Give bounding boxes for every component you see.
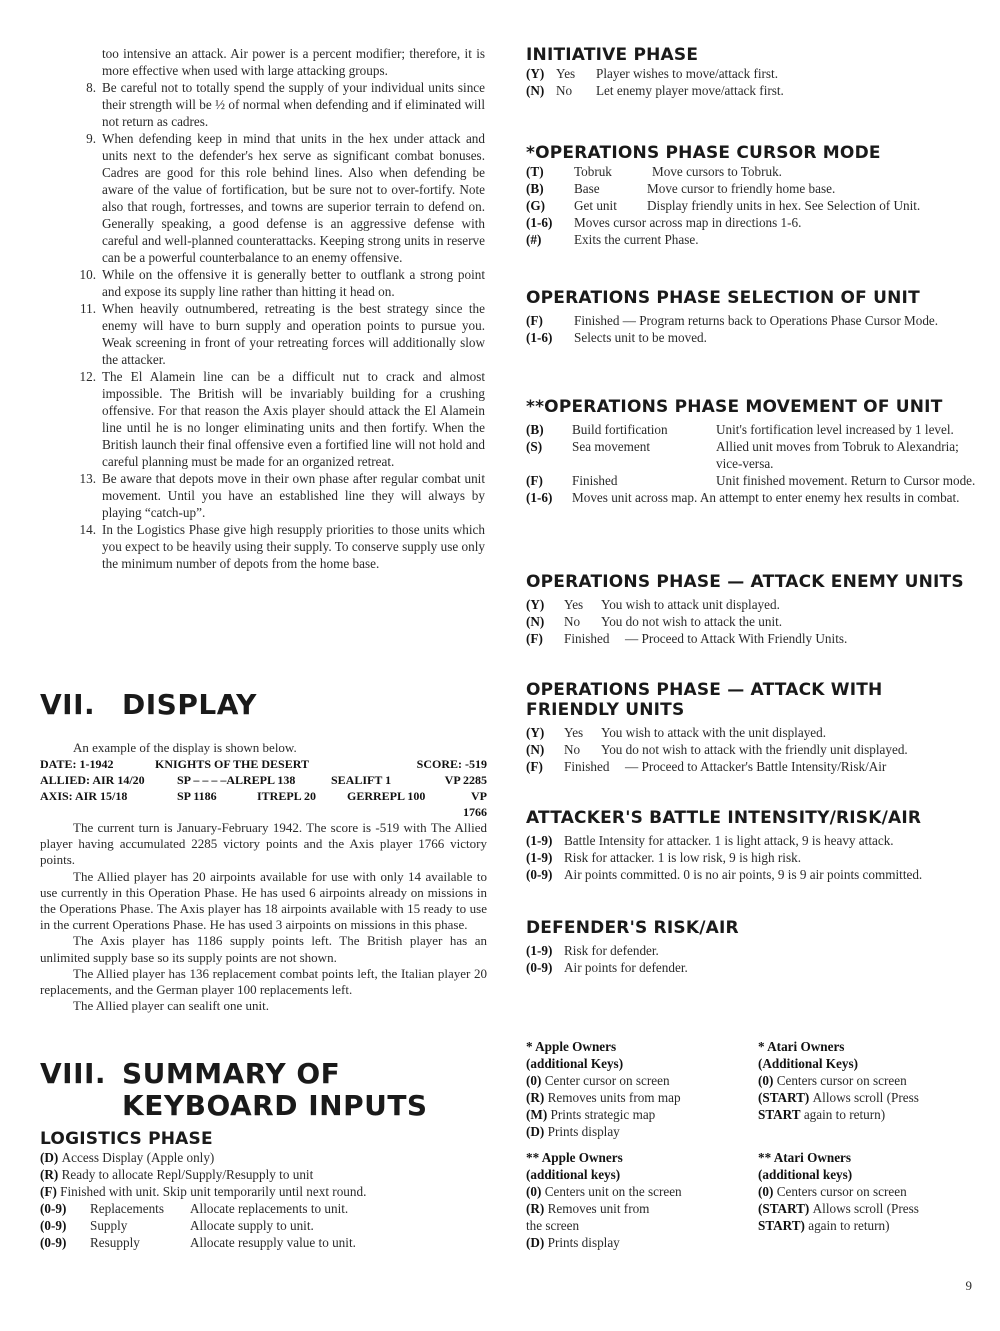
key-row: (D) Prints display [526,1235,620,1250]
movement-of-unit-title: **OPERATIONS PHASE MOVEMENT OF UNIT [526,397,943,417]
key-row: (F) Finished with unit. Skip unit temporarily until next round. [40,1184,367,1199]
key-row: (START) Allows scroll (Press [758,1090,919,1105]
atari-owners-movement-block: ** Atari Owners (additional keys) (0) Centers cursor on screen (START) Allows scroll (Press START) again to return) [758,1149,978,1234]
key-row: (R) Removes units from map [526,1090,681,1105]
logistics-phase-title: LOGISTICS PHASE [40,1129,213,1149]
key-row: (0) Center cursor on screen [526,1073,670,1088]
key-row: (D) Prints display [526,1124,620,1139]
cursor-mode-section [526,143,976,248]
display-section-title: VII. DISPLAY [40,688,257,721]
key-row: (F) Finished — Program returns back to Operations Phase Cursor Mode. [526,313,939,328]
key-row: (1-9) Battle Intensity for attacker. 1 is light attack, 9 is heavy attack. [526,833,894,848]
selection-of-unit-title: OPERATIONS PHASE SELECTION OF UNIT [526,288,920,308]
key-row: (B) Build fortification Unit's fortification level increased by 1 level. [526,422,954,437]
key-row: (1-6) Moves unit across map. An attempt to enter enemy hex results in combat. [526,490,960,505]
key-row: (S) Sea movement Allied unit moves from Tobruk to Alexandria; vice-versa. [526,439,959,471]
key-row: (0) Centers cursor on screen [758,1184,907,1199]
key-row: (START) Allows scroll (Press [758,1201,919,1216]
defender-risk-section [526,918,976,976]
key-row: (Y) Yes You wish to attack with the unit displayed. [526,725,827,740]
key-row: (R) Ready to allocate Repl/Supply/Resupply to unit [40,1167,314,1182]
key-row: (0-9) Air points for defender. [526,960,688,975]
key-row: (N) No You do not wish to attack with the friendly unit displayed. [526,742,908,757]
tip-item: 14. In the Logistics Phase give high resupply priorities to those units which you expect to be heavily using their supply. To conserve supply use only the minimum number of depots from the home base. [79,522,485,571]
display-row-date: DATE: 1-1942 KNIGHTS OF THE DESERT SCORE: -519 [40,757,487,771]
key-row: (1-6) Moves cursor across map in directions 1-6. [526,215,802,230]
key-row: (1-9) Risk for defender. [526,943,659,958]
selection-of-unit-section [526,288,976,346]
key-row: (0) Centers unit on the screen [526,1184,682,1199]
key-row: (T) Tobruk Move cursors to Tobruk. [526,164,782,179]
initiative-phase-section [526,45,976,99]
attacker-intensity-title: ATTACKER'S BATTLE INTENSITY/RISK/AIR [526,808,922,828]
defender-risk-title: DEFENDER'S RISK/AIR [526,918,739,938]
key-row: (N) No You do not wish to attack the unit. [526,614,783,629]
atari-owners-block: * Atari Owners (Additional Keys) (0) Centers cursor on screen (START) Allows scroll (Press START again to return) [758,1038,978,1123]
key-row: (0-9) Air points committed. 0 is no air points, 9 is 9 air points committed. [526,867,923,882]
key-row: (0-9) Supply Allocate supply to unit. [40,1218,314,1233]
key-row: (1-6) Selects unit to be moved. [526,330,707,345]
key-row: (N) No Let enemy player move/attack first. [526,83,784,98]
key-row: (M) Prints strategic map [526,1107,656,1122]
movement-of-unit-section [526,397,976,506]
key-row: (Y) Yes Player wishes to move/attack first. [526,66,779,81]
tip-item: 13. Be aware that depots move in their own phase after regular combat unit movement. Until you have an established line they will always by playing “catch-up”. [79,471,485,520]
logistics-phase-section [40,1129,485,1251]
key-row: START again to return) [758,1107,886,1122]
apple-owners-movement-block: ** Apple Owners (additional keys) (0) Centers unit on the screen (R) Removes unit from the screen (D) Prints display [526,1149,746,1251]
key-row: (Y) Yes You wish to attack unit displayed. [526,597,780,612]
display-example: An example of the display is shown below. DATE: 1-1942 KNIGHTS OF THE DESERT SCORE: -519 ALLIED: AIR 14/20 SP – – – –ALREPL 138 SEALIFT 1 VP 2285 AXIS: AIR 15/18 SP 1186 ITREPL 20 GERREPL 100 VP 1766 The current turn is January-February 1942. The score is -519 with The Allied player having accumulated 2285 victory points and the Axis player 1766 victory points. The Allied player has 20 airpoints available for use with only 14 available to use currently in this Operation Phase. He has used 6 airpoints already on missions in the Operations Phase. The Axis player has 18 airpoints available with 15 ready to use in the current Operations Phase. He has used 3 airpoints on missions in this phase. The Axis player has 1186 supply points left. The British player has an unlimited supply base so its supply points are not shown. The Allied player has 136 replacement combat points left, the Italian player 20 replacements, and the German player 100 replacements left. The Allied player can sealift one unit. [40,740,487,1014]
key-row: (R) Removes unit from [526,1201,650,1216]
tip-item: 12. The El Alamein line can be a difficult nut to crack and almost impossible. The British will be invariably building for a crushing offensive. For that reason the Axis player should attack the El Alamein line until he is no longer eliminating units and then fortify. When the British launch their final offensive even a fortified line will not hold and careful planning must be made for an organized retreat. [79,369,485,469]
attack-enemy-section [526,572,976,647]
attack-friendly-title: OPERATIONS PHASE — ATTACK WITH FRIENDLY UNITS [526,680,883,720]
key-row: (F) Finished Unit finished movement. Return to Cursor mode. [526,473,976,488]
strategy-tips-list [40,45,485,572]
key-row: (G) Get unit Display friendly units in hex. See Selection of Unit. [526,198,921,213]
attack-friendly-section [526,680,976,775]
key-row: START) again to return) [758,1218,890,1233]
attacker-intensity-section [526,808,976,883]
key-row: (B) Base Move cursor to friendly home base. [526,181,836,196]
key-row: (0-9) Replacements Allocate replacements to unit. [40,1201,349,1216]
key-row: (0) Centers cursor on screen [758,1073,907,1088]
key-row: the screen [526,1218,580,1233]
tip-item: 11. When heavily outnumbered, retreating is the best strategy since the enemy will have to burn supply and operation points to pursue you. Weak screening in front of your retreating forces will additionally slow the attacker. [80,301,485,367]
key-row: (1-9) Risk for attacker. 1 is low risk, 9 is high risk. [526,850,801,865]
key-row: (0-9) Resupply Allocate resupply value to unit. [40,1235,356,1250]
summary-section-title: VIII. SUMMARY OF KEYBOARD INPUTS [40,1057,428,1122]
display-row-axis: AXIS: AIR 15/18 SP 1186 ITREPL 20 GERREPL 100 VP 1766 [40,789,487,819]
tip-item: 8. Be careful not to totally spend the supply of your individual units since their strength will be ½ of normal when defending and if eliminated will not return as cadres. [86,80,485,129]
tip-item: 9. When defending keep in mind that units in the hex under attack and units next to the defender's hex serve as significant combat bonuses. Cadres are good for this role behind lines. Also when defending be aware of the value of fortification, but be sure not to over-fortify. Note also that rough, fortresses, and towns are superior terrain to defend on. Generally speaking, a good defense is an aggressive defense with careful and well-planned counterattacks. Keeping strong units in reserve can be a powerful counterbalance to an enemy offensive. [86,131,485,265]
apple-owners-block: * Apple Owners (additional Keys) (0) Center cursor on screen (R) Removes units from map (M) Prints strategic map (D) Prints display [526,1038,746,1140]
page-number: 9 [965,1278,972,1293]
attack-enemy-title: OPERATIONS PHASE — ATTACK ENEMY UNITS [526,572,964,592]
tip-item: too intensive an attack. Air power is a percent modifier; therefore, it is more effective when used with large attacking groups. [102,46,485,78]
tip-item: 10. While on the offensive it is generally better to outflank a strong point and expose its supply line rather than hitting it head on. [79,267,485,299]
key-row: (#) Exits the current Phase. [526,232,699,247]
key-row: (F) Finished — Proceed to Attacker's Battle Intensity/Risk/Air [526,759,887,774]
cursor-mode-title: *OPERATIONS PHASE CURSOR MODE [526,143,881,163]
key-row: (D) Access Display (Apple only) [40,1150,215,1165]
display-row-allied: ALLIED: AIR 14/20 SP – – – –ALREPL 138 SEALIFT 1 VP 2285 [40,773,487,787]
key-row: (F) Finished — Proceed to Attack With Friendly Units. [526,631,848,646]
initiative-phase-title: INITIATIVE PHASE [526,45,699,65]
